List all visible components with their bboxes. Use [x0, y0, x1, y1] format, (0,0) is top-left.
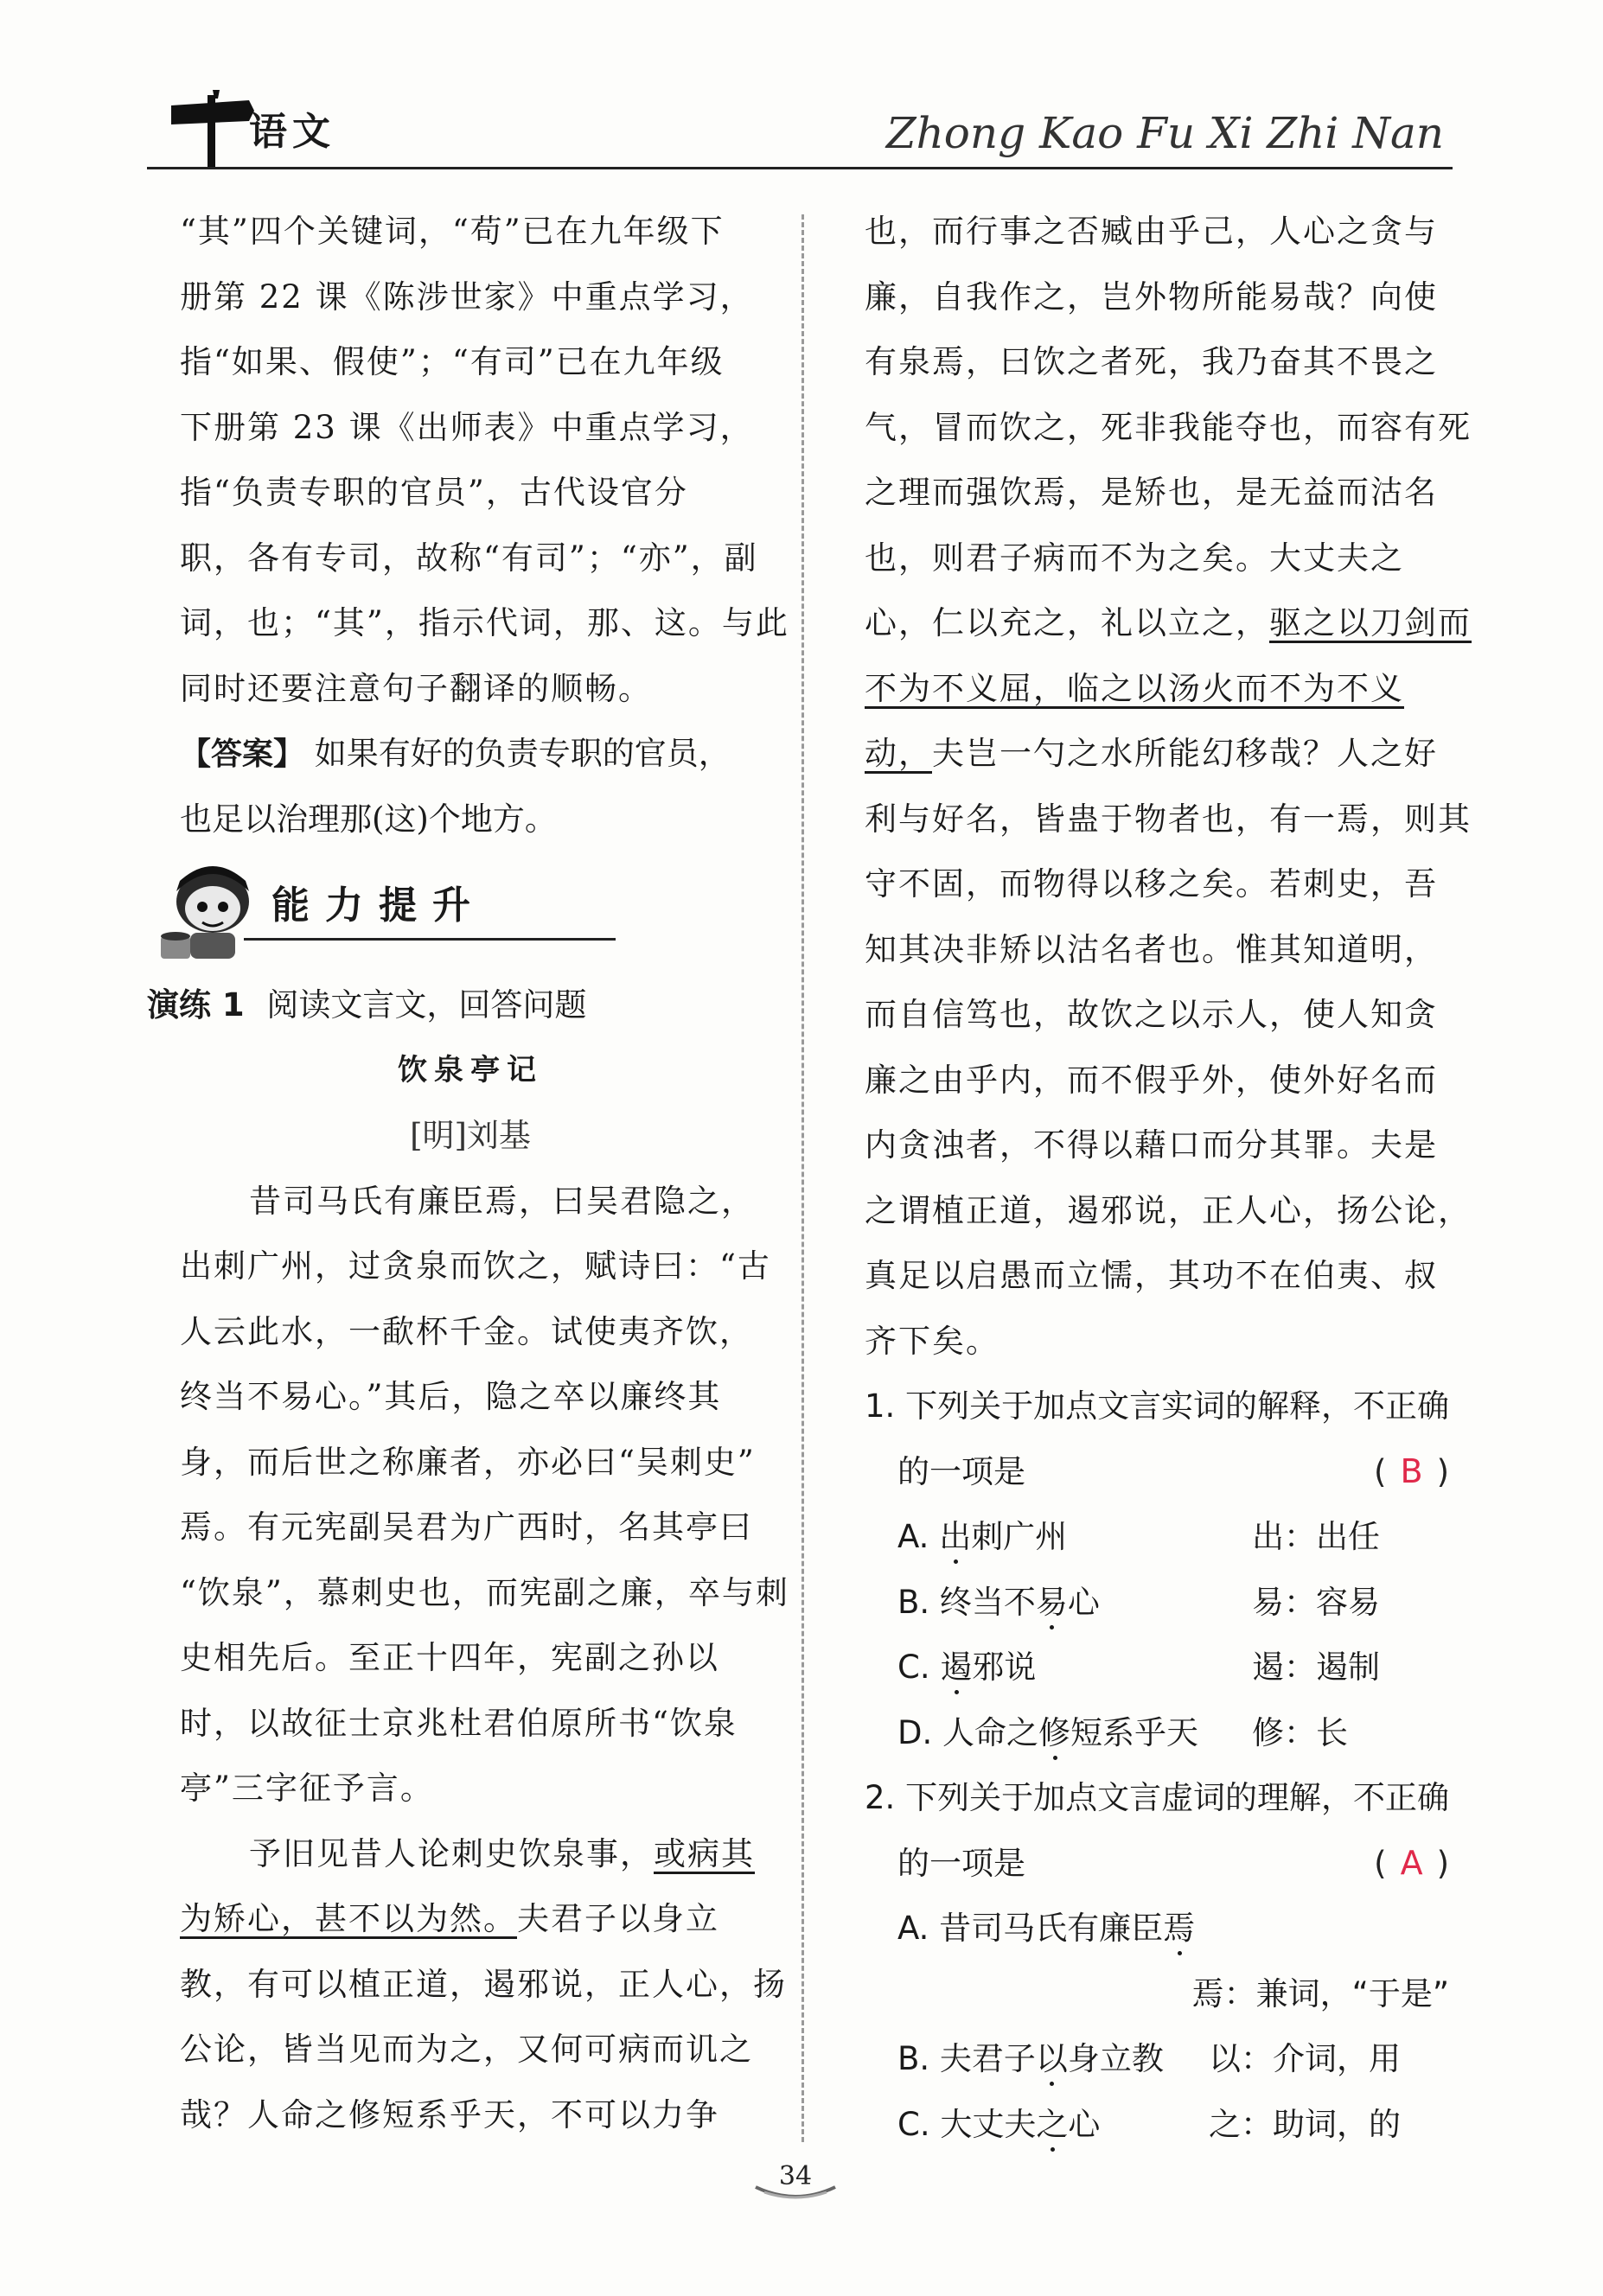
dotted-character: 出: [939, 1518, 972, 1555]
series-title: Zhong Kao Fu Xi Zhi Nan: [885, 108, 1444, 158]
passage-line: 气，冒而饮之，死非我能夺也，而容有死: [865, 408, 1472, 446]
option-text: B. 夫君子: [897, 2040, 1036, 2077]
question-stem: 2. 下列关于加点文言虚词的理解，不正确: [865, 1779, 1450, 1816]
option-row: [865, 1635, 1449, 1700]
option-row: [865, 1504, 1449, 1570]
option-text: C. 大丈夫: [897, 2105, 1037, 2143]
text-segment: 予旧见昔人论刺史饮泉事，: [249, 1834, 654, 1872]
section-title: 能力提升: [271, 883, 486, 928]
underlined-sentence: 动，: [865, 735, 932, 772]
passage-line: 守不固，而物得以移之矣。若刺史，吾: [865, 865, 1438, 902]
paren: (: [1374, 1844, 1387, 1882]
underlined-sentence: 不为不义屈，临之以汤火而不为不义: [865, 669, 1404, 707]
option-row: [865, 1896, 1449, 1961]
exercise-label: 演练 1: [147, 986, 245, 1024]
passage-line: 之谓植正道，遏邪说，正人心，扬公论，: [865, 1191, 1472, 1229]
section-rule: [244, 938, 616, 941]
passage-line: 也，而行事之否臧由乎己，人心之贪与: [865, 213, 1438, 250]
option-text: A.: [897, 1518, 940, 1555]
option-row: [865, 1570, 1449, 1636]
option-row: [865, 2092, 1449, 2158]
dotted-character: 以: [1035, 2040, 1068, 2077]
passage-line: 哉？人命之修短系乎天，不可以力争: [180, 2095, 719, 2133]
text-line: “其”四个关键词，“苟”已在九年级下: [180, 213, 725, 250]
option-text: 短系乎天: [1070, 1713, 1199, 1751]
option-row: [865, 1700, 1449, 1766]
option-text: D. 人命之: [897, 1713, 1039, 1751]
passage-line: 也，则君子病而不为之矣。大丈夫之: [865, 539, 1404, 577]
passage-line: 而自信笃也，故饮之以示人，使人知贪: [865, 996, 1438, 1033]
passage-line: 焉。有元宪副吴君为广西时，名其亭曰: [180, 1508, 753, 1546]
page-number-badge: [752, 2161, 839, 2204]
answer-line: 也足以治理那(这)个地方。: [180, 800, 557, 838]
passage-line: 出刺广州，过贪泉而饮之，赋诗曰：“古: [180, 1247, 771, 1285]
dotted-character: 遏: [940, 1649, 973, 1686]
subject-title: 语文: [249, 110, 335, 154]
passage-line: [865, 590, 1472, 656]
passage-line: 身，而后世之称廉者，亦必曰“吴刺史”: [180, 1443, 756, 1481]
section-banner: [150, 851, 761, 973]
passage-line: 内贪浊者，不得以藉口而分其罪。夫是: [865, 1126, 1438, 1164]
passage-line: 昔司马氏有廉臣焉，曰吴君隐之，: [249, 1182, 755, 1220]
text-line: 职，各有专司，故称“有司”；“亦”，副: [180, 539, 758, 577]
answer-letter: B: [1400, 1451, 1423, 1490]
option-text: 邪说: [972, 1649, 1037, 1686]
passage-title: 饮泉亭记: [398, 1052, 543, 1087]
page-number: 34: [778, 2161, 813, 2191]
column-divider: [802, 214, 804, 2142]
passage-line: [180, 1886, 761, 1952]
signpost-icon: [164, 86, 259, 169]
option-gloss: 以：介词，用: [1209, 2040, 1401, 2077]
option-gloss: 易：容易: [1252, 1583, 1380, 1621]
paren: ): [1436, 1844, 1449, 1882]
text-line: 同时还要注意句子翻译的顺畅。: [180, 669, 652, 707]
answer-box: [1374, 1439, 1449, 1505]
passage-line: 时，以故征士京兆杜君伯原所书“饮泉: [180, 1704, 738, 1742]
option-text: C.: [897, 1649, 941, 1686]
answer-line: [180, 721, 761, 787]
option-text: 心: [1068, 2105, 1101, 2143]
answer-box: [1374, 1831, 1449, 1897]
header-rule: [147, 167, 1453, 169]
text-line: 指“如果、假使”；“有司”已在九年级: [180, 343, 725, 380]
paren: ): [1436, 1452, 1449, 1490]
question-stem: 1. 下列关于加点文言实词的解释，不正确: [865, 1387, 1450, 1425]
passage-line: “饮泉”，慕刺史也，而宪副之廉，卒与刺: [180, 1573, 789, 1611]
option-gloss: 修：长: [1252, 1713, 1348, 1751]
exercise-instruction: 阅读文言文，回答问题: [266, 986, 587, 1024]
text-line: 词，也；“其”，指示代词，那、这。与此: [180, 604, 789, 641]
passage-line: [865, 721, 1449, 787]
passage-line: [180, 1821, 761, 1887]
answer-text: 如果有好的负责专职的官员，: [314, 735, 731, 772]
answer-letter: A: [1400, 1843, 1423, 1882]
option-gloss: 焉：兼词，“于是”: [1191, 1974, 1449, 2012]
question-stem-end: 的一项是: [897, 1452, 1025, 1490]
option-text: 心: [1067, 1583, 1100, 1621]
question-stem-end: 的一项是: [897, 1844, 1025, 1882]
exercise-heading: [147, 973, 761, 1038]
text-segment: 夫君子以身立: [517, 1900, 719, 1937]
paren: (: [1374, 1452, 1387, 1490]
option-row: [865, 2026, 1449, 2092]
dotted-character: 之: [1036, 2105, 1069, 2143]
passage-line: 有泉焉，曰饮之者死，我乃奋其不畏之: [865, 343, 1438, 380]
answer-tag: 【答案】: [180, 737, 305, 772]
passage-line: 教，有可以植正道，遏邪说，正人心，扬: [180, 1965, 787, 2003]
underlined-sentence: 驱之以刀剑而: [1269, 604, 1472, 641]
option-gloss-row: [865, 1961, 1449, 2027]
question-stem: [865, 1439, 1449, 1505]
option-gloss: 之：助词，的: [1209, 2105, 1401, 2143]
dotted-character: 易: [1035, 1583, 1068, 1621]
option-gloss: 出：出任: [1252, 1518, 1380, 1555]
text-segment: 心，仁以充之，礼以立之，: [865, 604, 1269, 641]
option-text: B. 终当不: [897, 1583, 1036, 1621]
option-text: A. 昔司马氏有廉臣: [897, 1910, 1164, 1947]
text-line: 册第 22 课《陈涉世家》中重点学习，: [180, 277, 754, 316]
passage-line: 史相先后。至正十四年，宪副之孙以: [180, 1639, 719, 1676]
dotted-character: 焉: [1163, 1910, 1196, 1947]
mascot-icon: [150, 857, 267, 969]
passage-line: 人云此水，一歃杯千金。试使夷齐饮，: [180, 1312, 753, 1350]
passage-line: 亭”三字征予言。: [180, 1770, 434, 1807]
passage-line: 之理而强饮焉，是矫也，是无益而沽名: [865, 474, 1438, 511]
text-line: 指“负责专职的官员”，古代设官分: [180, 474, 688, 511]
passage-line: 利与好名，皆蛊于物者也，有一焉，则其: [865, 800, 1472, 838]
left-column: [147, 199, 789, 2147]
option-text: 刺广州: [971, 1518, 1068, 1555]
passage-line: 真足以启愚而立懦，其功不在伯夷、叔: [865, 1257, 1438, 1294]
option-text: 身立教: [1067, 2040, 1164, 2077]
right-column: [865, 199, 1472, 2157]
passage-author: [明]刘基: [410, 1117, 531, 1154]
passage-line: 终当不易心。”其后，隐之卒以廉终其: [180, 1378, 722, 1415]
underlined-sentence: 为矫心，甚不以为然。: [180, 1900, 517, 1937]
dotted-character: 修: [1038, 1713, 1071, 1751]
question-stem: [865, 1831, 1449, 1897]
option-gloss: 遏：遏制: [1252, 1649, 1380, 1686]
text-line: 下册第 23 课《出师表》中重点学习，: [180, 408, 754, 446]
passage-line: 公论，皆当见而为之，又何可病而讥之: [180, 2031, 753, 2068]
passage-line: 廉之由乎内，而不假乎外，使外好名而: [865, 1061, 1438, 1099]
text-segment: 夫岂一勺之水所能幻移哉？人之好: [932, 735, 1438, 772]
underlined-sentence: 或病其: [654, 1834, 755, 1872]
page-header: [147, 86, 1444, 173]
passage-line: 廉，自我作之，岂外物所能易哉？向使: [865, 277, 1438, 316]
passage-line: 齐下矣。: [865, 1322, 999, 1360]
passage-line: 知其决非矫以沽名者也。惟其知道明，: [865, 930, 1438, 968]
